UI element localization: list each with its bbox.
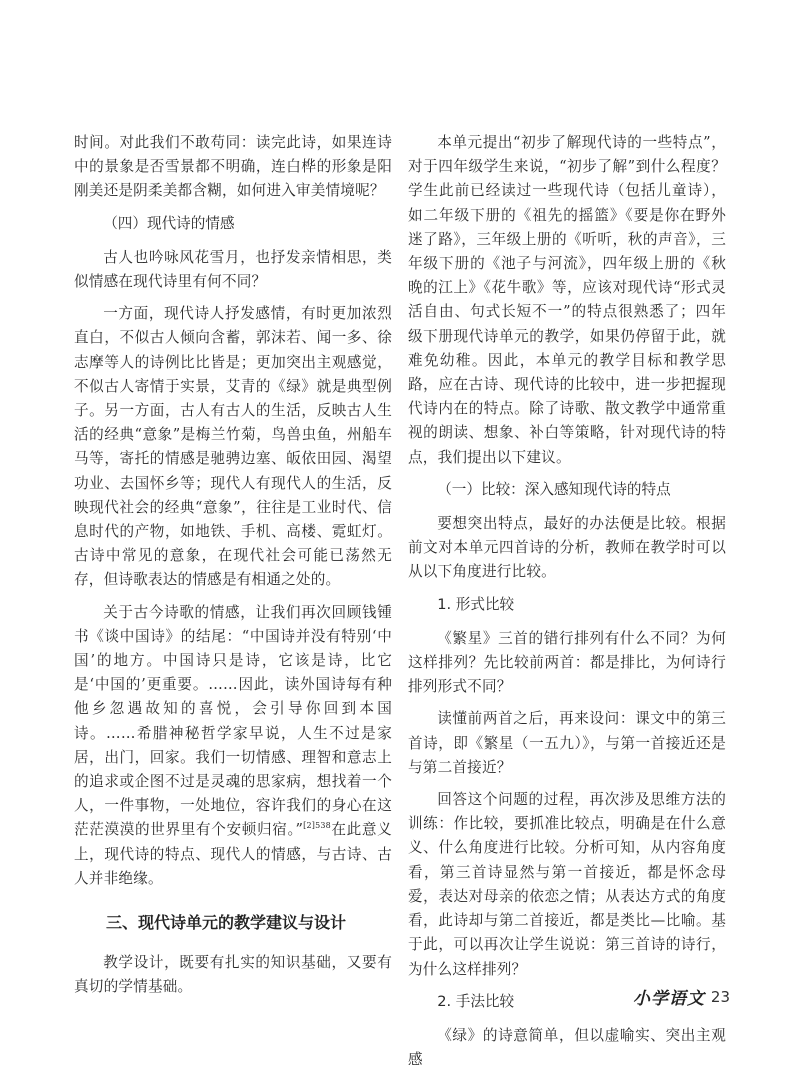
- subheading-compare: （一）比较：深入感知现代诗的特点: [437, 480, 671, 498]
- journal-name: 小学语文: [632, 989, 705, 1009]
- section-title: 三、现代诗单元的教学建议与设计: [106, 913, 347, 933]
- subheading-emotion: （四）现代诗的情感: [103, 214, 235, 232]
- paragraph: 回答这个问题的过程，再次涉及思维方法的训练：作比较，要抓准比较点，明确是在什么意义、什么角度进行比较。分析可知，从内容角度看，第三首诗显然与第一首接近，都是怀念母爱，表达对母亲的依恋之情；从表达方式的角度看，此诗却与第二首接近，都是类比—比喻。基于此，可以再次让学生说说：第三首诗的诗行，为什么这样排列？: [408, 791, 726, 978]
- citation-mark: [2]538: [303, 821, 331, 831]
- subheading-form: 1. 形式比较: [437, 595, 515, 613]
- paragraph: 时间。对此我们不敢苟同：读完此诗，如果连诗中的景象是否雪景都不明确，连白桦的形象是阳刚美还是阴柔美都含糊，如何进入审美情境呢？: [74, 134, 392, 200]
- subheading-technique: 2. 手法比较: [437, 992, 515, 1010]
- paragraph: 一方面，现代诗人抒发感情，有时更加浓烈直白，不似古人倾向含蓄，郭沫若、闻一多、徐志摩等人的诗例比比皆是；更加突出主观感觉，不似古人寄情于实景，艾青的《绿》就是典型例子。另一方面，古人有古人的生活，反映古人生活的经典“意象”是梅兰竹菊，鸟兽虫鱼，州船车马等，寄托的情感是驰骋边塞、皈依田园、渴望功业、去国怀乡等；现代人有现代人的生活，反映现代社会的经典“意象”，往往是工业时代、信息时代的产物，如地铁、手机、高楼、霓虹灯。古诗中常见的意象，在现代社会可能已荡然无存，但诗歌表达的情感是有相通之处的。: [74, 305, 392, 589]
- page-footer: [633, 984, 730, 1009]
- paragraph: 要想突出特点，最好的办法便是比较。根据前文对本单元四首诗的分析，教师在教学时可以从以下角度进行比较。: [408, 515, 726, 581]
- right-column: [408, 131, 726, 1080]
- quote-text: 关于古今诗歌的情感，让我们再次回顾钱锺书《谈中国诗》的结尾：“中国诗并没有特别‘中国’的地方。中国诗只是诗，它该是诗，比它是‘中国的’更重要。……因此，读外国诗每有种他乡忽遇故知的喜悦，会引导你回到本国诗。……希腊神秘哲学家早说，人生不过是家居，出门，回家。我们一切情感、理智和意志上的追求或企图不过是灵魂的思家病，想找着一个人，一件事物，一处地位，容许我们的身心在这茫茫漠漠的世界里有个安顿归宿。”: [74, 603, 392, 839]
- paragraph: 《绿》的诗意简单，但以虚喻实、突出主观感: [408, 1026, 726, 1069]
- page-number: 23: [710, 987, 730, 1006]
- paragraph: 教学设计，既要有扎实的知识基础，又要有真切的学情基础。: [74, 954, 392, 996]
- paragraph: 读懂前两首之后，再来设问：课文中的第三首诗，即《繁星（一五九）》，与第一首接近还是与第二首接近？: [408, 710, 726, 776]
- quote-tail: 在此意义上，现代诗的特点、现代人的情感，与古诗、古人并非绝缘。: [74, 821, 392, 887]
- paragraph: 本单元提出“初步了解现代诗的一些特点”，对于四年级学生来说，“初步了解”到什么程度？学生此前已经读过一些现代诗（包括儿童诗），如二年级下册的《祖先的摇篮》《要是你在野外迷了路》，三年级上册的《听听，秋的声音》，三年级下册的《池子与河流》，四年级上册的《秋晚的江上》《花牛歌》等，应该对现代诗“形式灵活自由、句式长短不一”的特点很熟悉了；四年级下册现代诗单元的教学，如果仍停留于此，就难免幼稚。因此，本单元的教学目标和教学思路，应在古诗、现代诗的比较中，进一步把握现代诗内在的特点。除了诗歌、散文教学中通常重视的朗读、想象、补白等策略，针对现代诗的特点，我们提出以下建议。: [408, 134, 726, 466]
- paragraph: 《繁星》三首的错行排列有什么不同？为何这样排列？先比较前两首：都是排比，为何诗行排列形式不同？: [408, 629, 726, 696]
- paragraph: 古人也吟咏风花雪月，也抒发亲情相思，类似情感在现代诗里有何不同？: [74, 248, 392, 291]
- left-column: [74, 131, 392, 1008]
- paragraph-quote: [74, 601, 392, 891]
